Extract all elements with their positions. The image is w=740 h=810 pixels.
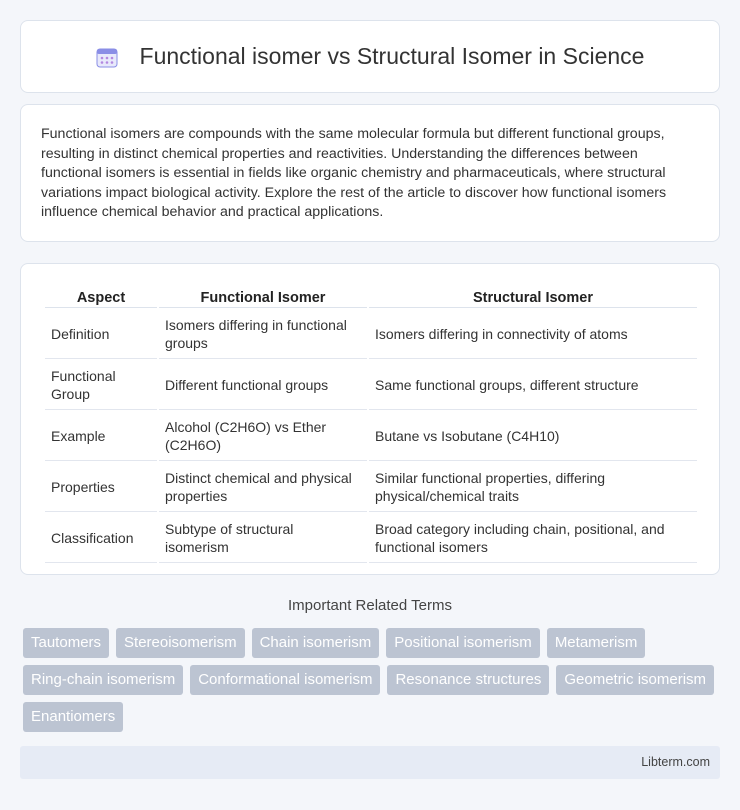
intro-paragraph: Functional isomers are compounds with the same molecular formula but different functional groups, resulting in distinct chemical properties and reactivities. Understanding the differences between functional isomers is essential in fields like organic chemistry and pharmaceuticals, where structural variations impact biological activity. Explore the rest of the article to discover how functional isomers influence chemical behavior and practical applications. — [41, 126, 667, 220]
table-cell-functional: Isomers differing in functional groups — [159, 310, 367, 359]
table-row — [45, 310, 697, 359]
table-cell-aspect: Functional Group — [45, 361, 157, 410]
table-row — [45, 463, 697, 512]
table-cell-structural: Similar functional properties, differing physical/chemical traits — [369, 463, 697, 512]
related-term-tag[interactable]: Resonance structures — [387, 665, 549, 695]
table-cell-functional: Subtype of structural isomerism — [159, 514, 367, 563]
footer-site-link[interactable]: Libterm.com — [641, 755, 710, 769]
table-header-row — [45, 286, 697, 308]
title-wrap — [96, 43, 645, 70]
column-header-structural: Structural Isomer — [369, 286, 697, 308]
table-cell-functional: Distinct chemical and physical properties — [159, 463, 367, 512]
related-term-tag[interactable]: Enantiomers — [23, 702, 123, 732]
column-header-aspect: Aspect — [45, 286, 157, 308]
table-cell-aspect: Example — [45, 412, 157, 461]
comparison-table — [43, 284, 699, 565]
table-cell-functional: Different functional groups — [159, 361, 367, 410]
table-cell-structural: Broad category including chain, positional, and functional isomers — [369, 514, 697, 563]
related-terms-list — [23, 628, 723, 732]
table-cell-aspect: Classification — [45, 514, 157, 563]
footer-bar — [20, 746, 720, 779]
table-cell-functional: Alcohol (C2H6O) vs Ether (C2H6O) — [159, 412, 367, 461]
related-term-tag[interactable]: Chain isomerism — [252, 628, 380, 658]
intro-card — [20, 104, 720, 242]
comparison-table-card — [20, 263, 720, 575]
related-term-tag[interactable]: Stereoisomerism — [116, 628, 245, 658]
table-cell-aspect: Properties — [45, 463, 157, 512]
table-row — [45, 514, 697, 563]
calendar-icon — [96, 46, 118, 68]
related-term-tag[interactable]: Tautomers — [23, 628, 109, 658]
related-term-tag[interactable]: Geometric isomerism — [556, 665, 714, 695]
table-cell-structural: Same functional groups, different structure — [369, 361, 697, 410]
header-card — [20, 20, 720, 93]
related-term-tag[interactable]: Conformational isomerism — [190, 665, 380, 695]
table-cell-structural: Isomers differing in connectivity of atoms — [369, 310, 697, 359]
column-header-functional: Functional Isomer — [159, 286, 367, 308]
related-term-tag[interactable]: Positional isomerism — [386, 628, 540, 658]
related-term-tag[interactable]: Ring-chain isomerism — [23, 665, 183, 695]
table-row — [45, 361, 697, 410]
table-row — [45, 412, 697, 461]
page-title: Functional isomer vs Structural Isomer in Science — [139, 43, 645, 69]
related-term-tag[interactable]: Metamerism — [547, 628, 646, 658]
table-cell-structural: Butane vs Isobutane (C4H10) — [369, 412, 697, 461]
table-cell-aspect: Definition — [45, 310, 157, 359]
related-terms-heading: Important Related Terms — [288, 597, 452, 614]
